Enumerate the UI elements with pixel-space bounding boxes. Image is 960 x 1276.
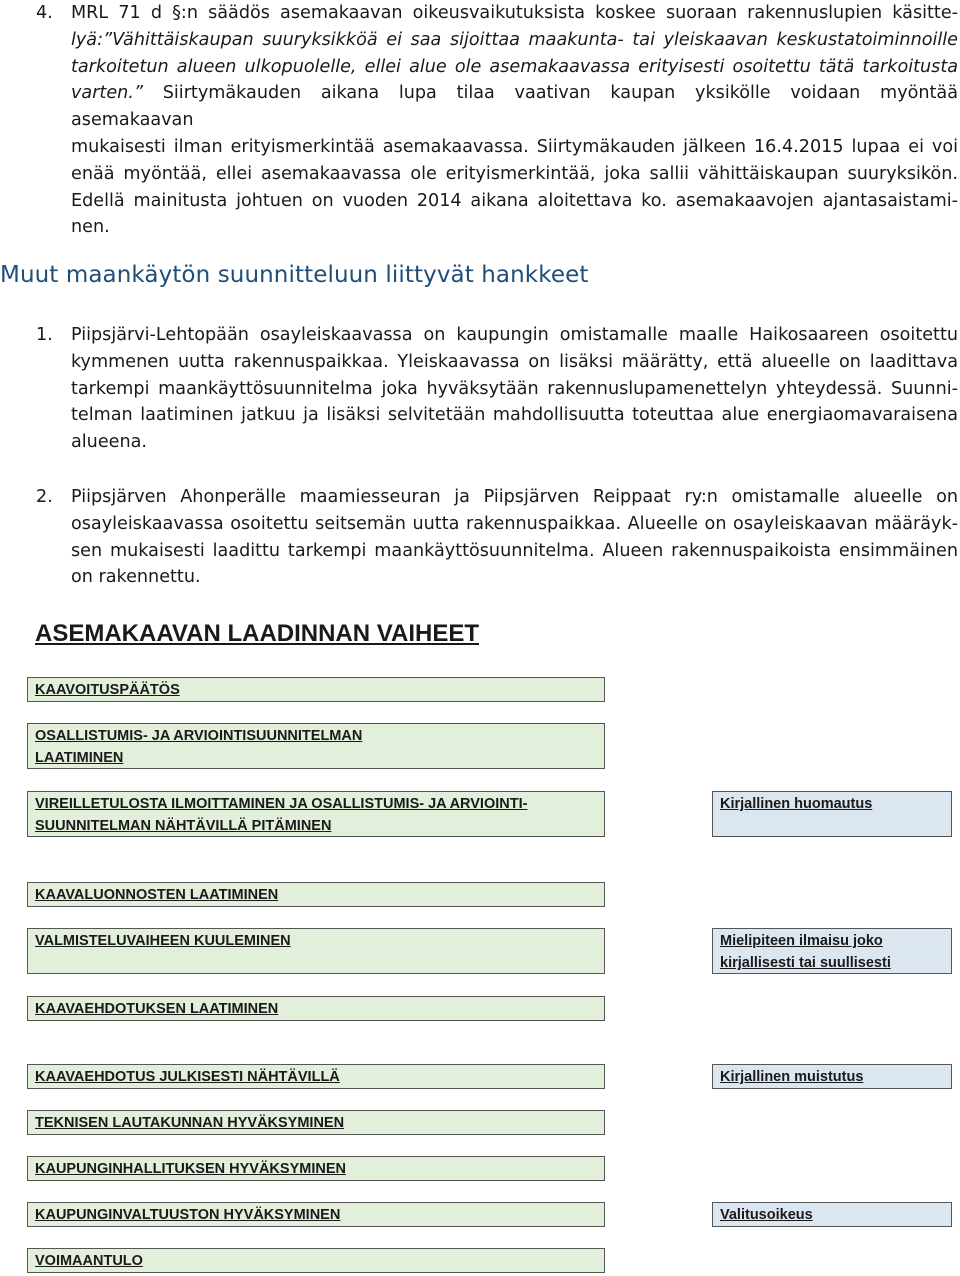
- text-line: [71, 0, 958, 27]
- phases-title: ASEMAKAAVAN LAADINNAN VAIHEET: [35, 620, 479, 647]
- list-item-1: [0, 322, 960, 462]
- text-run: MRL 71 d §:n säädös asemakaavan oikeusvaikutuksista koskee suoraan rakennuslupien käsitte-: [71, 3, 958, 23]
- phase-box: [27, 677, 605, 702]
- box-line: VALMISTELUVAIHEEN KUULEMINEN: [35, 933, 291, 949]
- box-line: KAAVAEHDOTUKSEN LAATIMINEN: [35, 1001, 279, 1017]
- text-line: [71, 54, 958, 81]
- text-run: mukaisesti ilman erityismerkintää asemakaavassa. Siirtymäkauden jälkeen 16.4.2015 lupaa ei voi: [71, 136, 958, 157]
- box-line: TEKNISEN LAUTAKUNNAN HYVÄKSYMINEN: [35, 1115, 345, 1131]
- text-line: kymmenen uutta rakennuspaikkaa. Yleiskaavassa on lisäksi määrätty, että alueelle on laadittava: [71, 351, 958, 372]
- text-line: [71, 188, 958, 215]
- phase-box: [27, 928, 605, 974]
- phase-box: [27, 1202, 605, 1227]
- text-line: [71, 134, 958, 161]
- text-line: alueena.: [71, 432, 147, 453]
- section-heading: Muut maankäytön suunnitteluun liittyvät hankkeet: [0, 262, 589, 288]
- note-box: [712, 791, 952, 837]
- phase-box: [27, 791, 605, 837]
- box-line: KAUPUNGINHALLITUKSEN HYVÄKSYMINEN: [35, 1161, 346, 1177]
- text-line: osayleiskaavassa osoitettu seitsemän uutta rakennuspaikkaa. Alueelle on osayleiskaavan määräyk-: [71, 513, 958, 534]
- paragraph-number: 4.: [36, 3, 53, 23]
- note-box: [712, 928, 952, 974]
- phase-box: [27, 1064, 605, 1089]
- list-item-text: [71, 322, 958, 456]
- box-line: KAAVOITUSPÄÄTÖS: [35, 682, 180, 698]
- text-line: Piipsjärven Ahonperälle maamiesseuran ja Piipsjärven Reippaat ry:n omistamalle alueelle on: [71, 487, 958, 507]
- phase-box: [27, 1156, 605, 1181]
- box-line: kirjallisesti tai suullisesti: [720, 955, 891, 971]
- text-line: tarkempi maankäyttösuunnitelma joka hyväksytään rakennuslupamenettelyn yhteydessä. Suunni-: [71, 378, 958, 399]
- paragraph-4-text: [71, 0, 958, 241]
- text-line: sen mukaisesti laadittu tarkempi maankäyttösuunnitelma. Alueen rakennuspaikoista ensimmäinen: [71, 540, 958, 561]
- note-box: [712, 1064, 952, 1089]
- phase-box: [27, 1110, 605, 1135]
- box-line: SUUNNITELMAN NÄHTÄVILLÄ PITÄMINEN: [35, 818, 332, 834]
- box-line: KAUPUNGINVALTUUSTON HYVÄKSYMINEN: [35, 1207, 341, 1223]
- text-line: telman laatiminen jatkuu ja lisäksi selvitetään mahdollisuutta toteuttaa alue energiaomavaraisena: [71, 405, 958, 426]
- list-item-number: 1.: [36, 325, 53, 345]
- text-run: Siirtymäkauden aikana lupa tilaa vaativan kaupan yksikölle voidaan myöntää asemakaavan: [71, 83, 958, 131]
- list-item-number: 2.: [36, 487, 53, 507]
- text-line: [71, 80, 958, 134]
- text-line: [71, 161, 958, 188]
- text-run: nen.: [71, 217, 110, 238]
- note-box: [712, 1202, 952, 1227]
- text-run: lyä:”Vähittäiskaupan suuryksikköä ei saa sijoittaa maakunta- tai yleiskaavan keskustatoiminnoille: [71, 29, 958, 50]
- box-line: Mielipiteen ilmaisu joko: [720, 933, 883, 949]
- text-line: [71, 27, 958, 54]
- phase-box: [27, 723, 605, 769]
- list-item-text: [71, 484, 958, 591]
- paragraph-4: [0, 0, 960, 238]
- text-run: varten.”: [71, 83, 163, 104]
- box-line: Kirjallinen muistutus: [720, 1069, 864, 1085]
- phase-box: [27, 882, 605, 907]
- text-line: on rakennettu.: [71, 567, 201, 588]
- text-run: tarkoitetun alueen ulkopuolelle, ellei alue ole asemakaavassa erityisesti osoitettu tätä tarkoitusta: [71, 56, 958, 77]
- phase-box: [27, 996, 605, 1021]
- list-item-2: [0, 484, 960, 594]
- text-line: [71, 214, 958, 241]
- box-line: Valitusoikeus: [720, 1207, 813, 1223]
- box-line: VOIMAANTULO: [35, 1253, 143, 1269]
- text-run: Edellä mainitusta johtuen on vuoden 2014 aikana aloitettava ko. asemakaavojen ajantasaistami-: [71, 190, 958, 211]
- box-line: Kirjallinen huomautus: [720, 796, 873, 812]
- phase-box: [27, 1248, 605, 1273]
- box-line: VIREILLETULOSTA ILMOITTAMINEN JA OSALLISTUMIS- JA ARVIOINTI-: [35, 796, 528, 812]
- box-line: KAAVALUONNOSTEN LAATIMINEN: [35, 887, 279, 903]
- box-line: LAATIMINEN: [35, 750, 124, 766]
- text-run: enää myöntää, ellei asemakaavassa ole erityismerkintää, joka sallii vähittäiskaupan suuryksikön.: [71, 163, 958, 184]
- text-line: Piipsjärvi-Lehtopään osayleiskaavassa on kaupungin omistamalle maalle Haikosaareen osoitettu: [71, 325, 958, 345]
- box-line: KAAVAEHDOTUS JULKISESTI NÄHTÄVILLÄ: [35, 1069, 340, 1085]
- box-line: OSALLISTUMIS- JA ARVIOINTISUUNNITELMAN: [35, 728, 363, 744]
